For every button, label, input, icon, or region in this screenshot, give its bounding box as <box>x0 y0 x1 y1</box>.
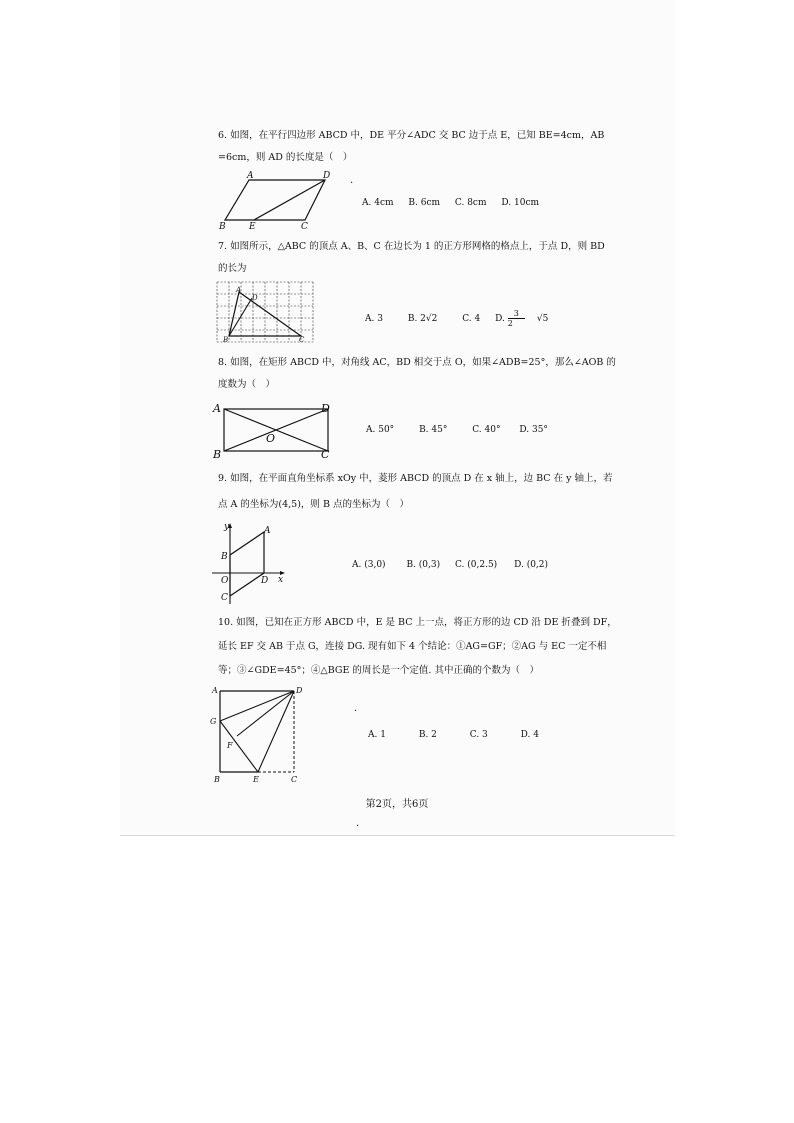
q9-label-b: B <box>221 552 228 562</box>
q7-label-b: B <box>223 336 229 344</box>
q7-label-c: C <box>299 336 305 344</box>
q6-option-b[interactable]: B. 6cm <box>408 198 441 208</box>
q10-option-c[interactable]: C. 3 <box>469 730 488 740</box>
q7-option-c[interactable]: C. 4 <box>462 314 481 324</box>
q7-options <box>365 309 560 328</box>
q9-option-c[interactable]: C. (0,2.5) <box>454 560 498 570</box>
q8-option-b[interactable]: B. 45° <box>419 425 448 435</box>
q9-label-c: C <box>221 593 228 603</box>
q9-options <box>352 560 560 570</box>
q9-option-d[interactable]: D. (0,2) <box>514 560 549 570</box>
q7-option-a[interactable]: A. 3 <box>365 314 383 324</box>
q10-option-a[interactable]: A. 1 <box>368 730 386 740</box>
q8-text-line1: 8. 如图，在矩形 ABCD 中，对角线 AC，BD 相交于点 O，如果∠ADB=25°，那么∠AOB 的 <box>218 357 616 368</box>
q6-text-line1: 6. 如图，在平行四边形 ABCD 中，DE 平分∠ADC 交 BC 边于点 E，已知 BE=4cm，AB <box>218 130 605 141</box>
q8-option-d[interactable]: D. 35° <box>519 425 548 435</box>
q6-option-d[interactable]: D. 10cm <box>501 198 540 208</box>
q8-label-a: A <box>213 402 221 415</box>
q6-label-d: D <box>323 171 331 181</box>
q9-label-y: y <box>224 522 230 532</box>
q10-label-b: B <box>214 775 220 784</box>
q8-label-c: C <box>321 448 330 461</box>
q8-rectangle-figure <box>210 400 340 462</box>
q6-option-a[interactable]: A. 4cm <box>362 198 394 208</box>
q6-label-e: E <box>249 222 256 232</box>
q9-text-line2: 点 A 的坐标为(4,5)，则 B 点的坐标为（ ） <box>218 499 409 510</box>
q9-option-a[interactable]: A. (3,0) <box>352 560 386 570</box>
q7-text-line1: 7. 如图所示，△ABC 的顶点 A、B、C 在边长为 1 的正方形网格的格点上，于点 D，则 BD <box>218 241 605 252</box>
q7-option-b[interactable]: B. 2√2 <box>407 314 438 324</box>
q6-label-b: B <box>219 222 226 232</box>
q10-option-d[interactable]: D. 4 <box>520 730 539 740</box>
q6-text-line2: =6cm，则 AD 的长度是（ ） <box>218 152 353 163</box>
q9-option-b[interactable]: B. (0,3) <box>406 560 441 570</box>
q8-options <box>366 425 560 435</box>
q7-label-a: A <box>236 286 242 294</box>
q9-label-d: D <box>261 576 269 586</box>
q7-text-line2: 的长为 <box>218 263 247 274</box>
q8-label-b: B <box>213 448 222 461</box>
q10-label-a: A <box>212 686 218 695</box>
q10-label-e: E <box>253 775 259 784</box>
q8-label-o: O <box>266 432 276 445</box>
q6-parallelogram-figure <box>215 168 340 230</box>
page-footer: 第2页，共6页 <box>365 799 429 810</box>
q9-label-a: A <box>264 526 271 536</box>
q10-options <box>368 730 551 740</box>
q8-text-line2: 度数为（ ） <box>218 379 276 390</box>
q6-options <box>362 198 551 208</box>
q10-label-g: G <box>210 717 217 726</box>
q10-label-d: D <box>296 686 303 695</box>
q10-text-line2: 延长 EF 交 AB 于点 G，连接 DG. 现有如下 4 个结论：①AG=GF；②AG 与 EC 一定不相 <box>218 641 607 652</box>
q10-option-b[interactable]: B. 2 <box>418 730 437 740</box>
q9-label-o: O <box>221 576 229 586</box>
q10-square-figure <box>208 684 303 784</box>
q7-label-d: D <box>252 294 258 302</box>
q10-label-c: C <box>291 775 298 784</box>
q6-label-c: C <box>301 222 308 232</box>
q9-label-x: x <box>278 575 284 585</box>
q10-text-line1: 10. 如图，已知在正方形 ABCD 中，E 是 BC 上一点，将正方形的边 CD 沿 DE 折叠到 DF， <box>218 617 617 628</box>
q7-grid-figure <box>215 280 320 350</box>
q6-label-a: A <box>247 171 254 181</box>
q7-option-d[interactable]: D. $\frac{3}{2} √5$ <box>495 309 549 328</box>
q6-option-c[interactable]: C. 8cm <box>454 198 487 208</box>
q10-text-line3: 等；③∠GDE=45°；④△BGE 的周长是一个定值. 其中正确的个数为（ ） <box>218 665 539 676</box>
q8-option-a[interactable]: A. 50° <box>366 425 395 435</box>
q8-option-c[interactable]: C. 40° <box>472 425 501 435</box>
q9-coordinate-figure <box>210 520 295 608</box>
q10-label-f: F <box>227 741 233 750</box>
q8-label-d: D <box>321 402 330 415</box>
q9-text-line1: 9. 如图，在平面直角坐标系 xOy 中，菱形 ABCD 的顶点 D 在 x 轴上，边 BC 在 y 轴上，若 <box>218 473 613 484</box>
